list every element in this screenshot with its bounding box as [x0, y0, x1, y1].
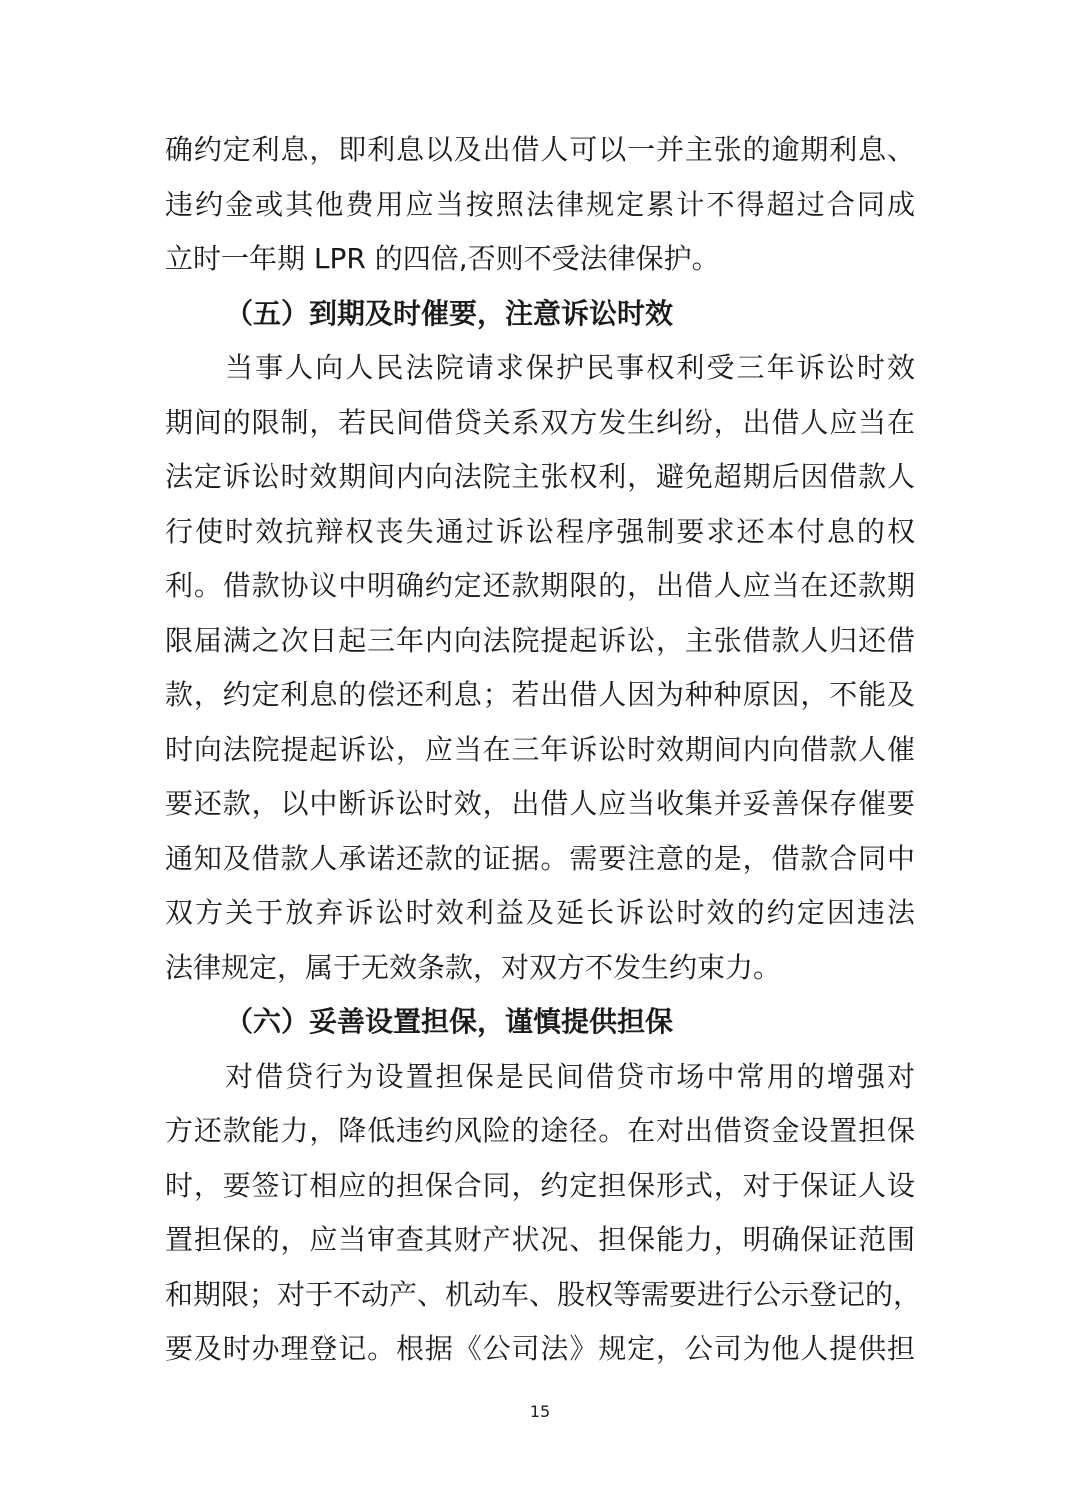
body-text-line: 通知及借款人承诺还款的证据。需要注意的是，借款合同中 [165, 841, 915, 875]
body-text-line: 款，约定利息的偿还利息；若出借人因为种种原因，不能及 [165, 678, 915, 711]
body-text-line: 时向法院提起诉讼，应当在三年诉讼时效期间内向借款人催 [165, 732, 915, 766]
section-heading-5: （五）到期及时催要，注意诉讼时效 [225, 296, 674, 330]
document-body [165, 123, 922, 1377]
body-text-line: 确约定利息，即利息以及出借人可以一并主张的逾期利息、 [165, 133, 915, 166]
paragraph-first-line: 当事人向人民法院请求保护民事权利受三年诉讼时效 [225, 351, 915, 384]
body-text-line: 和期限；对于不动产、机动车、股权等需要进行公示登记的， [165, 1277, 922, 1311]
body-text-line: 违约金或其他费用应当按照法律规定累计不得超过合同成 [165, 187, 915, 221]
body-text-line: 行使时效抗辩权丧失通过诉讼程序强制要求还本付息的权 [165, 514, 915, 548]
paragraph-first-line: 对借贷行为设置担保是民间借贷市场中常用的增强对 [225, 1059, 915, 1093]
page-number: 15 [529, 1402, 551, 1421]
body-text-line: 期间的限制，若民间借贷关系双方发生纠纷，出借人应当在 [165, 405, 915, 439]
body-text-line: 限届满之次日起三年内向法院提起诉讼，主张借款人归还借 [165, 623, 915, 657]
body-text-line: 要及时办理登记。根据《公司法》规定，公司为他人提供担 [165, 1332, 915, 1365]
body-text-line: 立时一年期 LPR 的四倍,否则不受法律保护。 [165, 242, 720, 275]
body-text-line: 置担保的，应当审查其财产状况、担保能力，明确保证范围 [165, 1223, 915, 1256]
body-text-line: 法律规定，属于无效条款，对双方不发生约束力。 [165, 950, 782, 984]
body-text-line: 双方关于放弃诉讼时效利益及延长诉讼时效的约定因违法 [165, 896, 915, 929]
section-heading-6: （六）妥善设置担保，谨慎提供担保 [225, 1005, 674, 1038]
body-text-line: 法定诉讼时效期间内向法院主张权利，避免超期后因借款人 [165, 460, 915, 493]
body-text-line: 要还款，以中断诉讼时效，出借人应当收集并妥善保存催要 [165, 787, 915, 820]
body-text-line: 方还款能力，降低违约风险的途径。在对出借资金设置担保 [165, 1114, 915, 1147]
body-text-line: 时，要签订相应的担保合同，约定担保形式，对于保证人设 [165, 1168, 915, 1202]
body-text-line: 利。借款协议中明确约定还款期限的，出借人应当在还款期 [165, 569, 915, 602]
